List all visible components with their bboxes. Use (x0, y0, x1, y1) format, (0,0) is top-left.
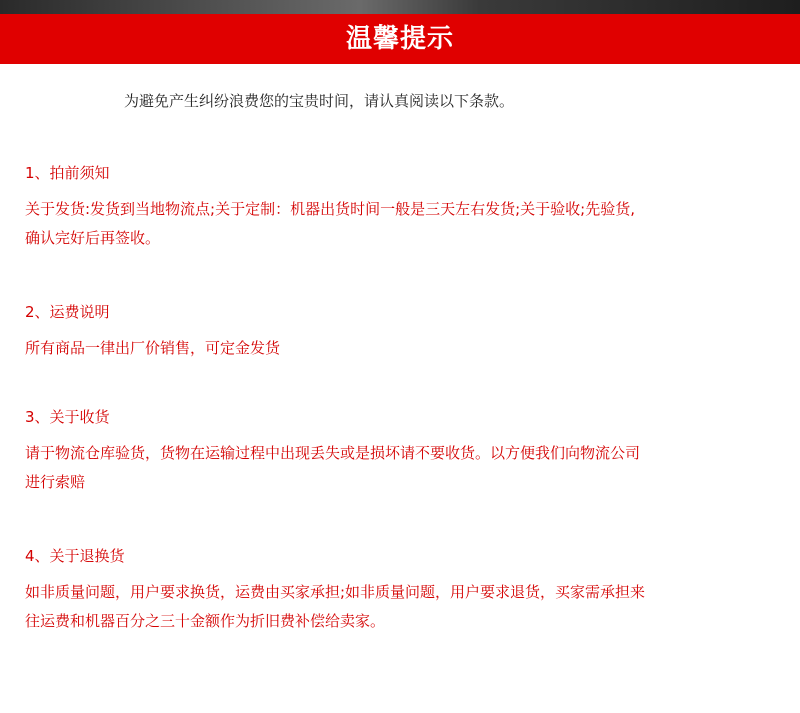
section-body (25, 578, 785, 636)
section-line: 请于物流仓库验货，货物在运输过程中出现丢失或是损坏请不要收货。以方便我们向物流公司 (25, 444, 641, 462)
section-body (25, 439, 785, 497)
section-heading: 3、关于收货 (25, 408, 110, 426)
section-heading: 1、拍前须知 (25, 164, 110, 182)
title-banner (0, 14, 800, 64)
section-receiving (25, 407, 785, 497)
section-body (25, 334, 785, 363)
section-returns-exchanges (25, 546, 785, 636)
section-line: 往运费和机器百分之三十金额作为折旧费补偿给卖家。 (25, 612, 386, 630)
section-shipping-fee (25, 302, 785, 363)
intro-text: 为避免产生纠纷浪费您的宝贵时间，请认真阅读以下条款。 (124, 92, 515, 110)
section-line: 关于发货:发货到当地物流点;关于定制：机器出货时间一般是三天左右发货;关于验收;先验货, (25, 200, 635, 218)
section-line: 如非质量问题，用户要求换货，运费由买家承担;如非质量问题，用户要求退货，买家需承担来 (25, 583, 646, 601)
section-heading: 4、关于退换货 (25, 547, 125, 565)
page-title: 温馨提示 (345, 24, 454, 54)
section-line: 确认完好后再签收。 (25, 229, 161, 247)
section-line: 进行索赔 (25, 473, 86, 491)
section-pre-purchase (25, 163, 785, 253)
section-body (25, 195, 785, 253)
section-heading: 2、运费说明 (25, 303, 110, 321)
section-line: 所有商品一律出厂价销售，可定金发货 (25, 339, 281, 357)
